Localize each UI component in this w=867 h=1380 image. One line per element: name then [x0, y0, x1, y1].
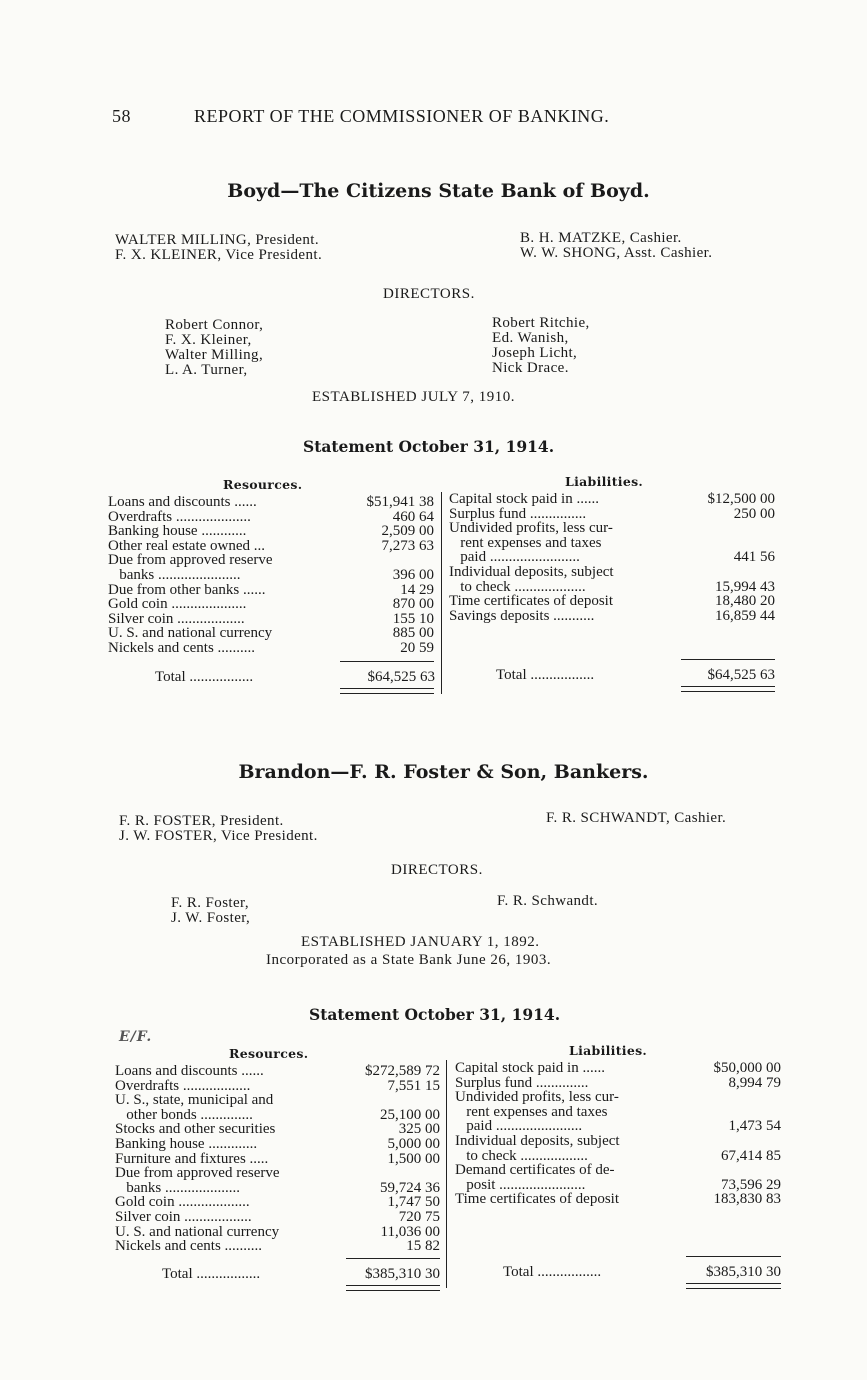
- column-divider: [446, 1060, 447, 1288]
- director-name: Joseph Licht,: [492, 345, 578, 361]
- row-amount: 1,747 50: [387, 1194, 440, 1211]
- total-amount: $64,525 63: [367, 669, 435, 685]
- resources-total-row: [155, 670, 435, 685]
- liability-row: [455, 1192, 781, 1207]
- officer-vice-president: J. W. FOSTER, Vice President.: [119, 828, 318, 844]
- total-rule: [686, 1256, 781, 1257]
- row-label: Gold coin ...................: [115, 1194, 250, 1211]
- row-label: Stocks and other securities: [115, 1121, 276, 1138]
- resource-row: [108, 597, 434, 612]
- row-amount: 5,000 00: [387, 1136, 440, 1152]
- statement-title: Statement October 31, 1914.: [303, 437, 555, 456]
- resource-row: [115, 1122, 440, 1137]
- director-name: F. R. Foster,: [171, 895, 249, 911]
- total-label: Total .................: [496, 667, 595, 683]
- liability-row: [449, 580, 775, 595]
- liability-row: [449, 536, 775, 551]
- liability-row: [455, 1119, 781, 1134]
- director-name: Nick Drace.: [492, 360, 569, 376]
- row-amount: 11,036 00: [380, 1223, 440, 1240]
- row-label: banks ......................: [108, 567, 241, 583]
- officer-cashier: B. H. MATZKE, Cashier.: [520, 230, 682, 246]
- row-amount: 7,273 63: [381, 537, 434, 554]
- resources-heading: Resources.: [229, 1046, 309, 1061]
- row-amount: 14 29: [400, 581, 434, 598]
- page-number: 58: [112, 106, 131, 126]
- total-rule: [346, 1258, 440, 1259]
- liability-row: [449, 609, 775, 624]
- row-amount: 20 59: [400, 640, 434, 656]
- liability-row: [455, 1163, 781, 1178]
- row-amount: 25,100 00: [380, 1106, 440, 1123]
- officer-vice-president: F. X. KLEINER, Vice President.: [115, 247, 323, 263]
- row-label: Nickels and cents ..........: [108, 640, 256, 656]
- resource-row: [115, 1225, 440, 1240]
- row-label: Loans and discounts ......: [115, 1063, 264, 1079]
- director-name: F. R. Schwandt.: [497, 893, 599, 909]
- liabilities-total-row: [496, 668, 775, 683]
- resource-row: [108, 612, 434, 627]
- officer-cashier: F. R. SCHWANDT, Cashier.: [546, 810, 727, 826]
- officer-president: WALTER MILLING, President.: [115, 232, 319, 248]
- liability-row: [455, 1061, 781, 1076]
- directors-heading: DIRECTORS.: [391, 862, 483, 878]
- resource-row: [108, 524, 434, 539]
- liabilities-heading: Liabilities.: [565, 474, 644, 489]
- row-amount: 18,480 20: [715, 593, 775, 610]
- row-label: to check ...................: [449, 578, 586, 595]
- row-amount: $51,941 38: [366, 494, 434, 510]
- row-label: other bonds ..............: [115, 1106, 253, 1123]
- row-label: Other real estate owned ...: [108, 537, 266, 554]
- total-label: Total .................: [162, 1266, 261, 1282]
- resource-row: [108, 641, 434, 656]
- row-label: U. S., state, municipal and: [115, 1092, 274, 1109]
- liabilities-total-row: [503, 1265, 781, 1280]
- row-amount: $272,589 72: [365, 1063, 440, 1079]
- row-amount: 325 00: [398, 1121, 440, 1138]
- row-label: Due from other banks ......: [108, 581, 266, 598]
- incorporated-date: Incorporated as a State Bank June 26, 1903.: [266, 952, 552, 968]
- liability-row: [455, 1178, 781, 1193]
- total-amount: $385,310 30: [365, 1266, 440, 1282]
- row-label: Individual deposits, subject: [455, 1133, 620, 1149]
- resource-row: [115, 1137, 440, 1152]
- row-label: Time certificates of deposit: [455, 1191, 619, 1208]
- row-amount: 441 56: [733, 549, 775, 566]
- resources-total-row: [162, 1267, 440, 1282]
- row-label: Surplus fund ..............: [455, 1074, 589, 1091]
- row-label: Capital stock paid in ......: [455, 1060, 605, 1076]
- double-rule: [340, 688, 434, 694]
- row-label: Surplus fund ...............: [449, 505, 587, 522]
- column-divider: [441, 492, 442, 694]
- liability-row: [455, 1134, 781, 1149]
- total-label: Total .................: [503, 1264, 602, 1280]
- liability-row: [455, 1090, 781, 1105]
- resource-row: [108, 583, 434, 598]
- row-amount: 885 00: [392, 625, 434, 642]
- resource-row: [108, 568, 434, 583]
- row-label: Silver coin ..................: [108, 610, 245, 627]
- resource-row: [115, 1152, 440, 1167]
- total-rule: [681, 659, 775, 660]
- director-name: L. A. Turner,: [165, 362, 248, 378]
- row-label: Overdrafts ....................: [108, 508, 251, 525]
- liability-row: [449, 565, 775, 580]
- row-label: Undivided profits, less cur-: [455, 1089, 619, 1106]
- running-head: REPORT OF THE COMMISSIONER OF BANKING.: [194, 106, 610, 126]
- liability-row: [455, 1105, 781, 1120]
- resource-row: [115, 1079, 440, 1094]
- double-rule: [681, 686, 775, 692]
- row-label: U. S. and national currency: [108, 625, 273, 642]
- row-label: Overdrafts ..................: [115, 1077, 251, 1094]
- director-name: Ed. Wanish,: [492, 330, 569, 346]
- row-amount: 2,509 00: [381, 523, 434, 540]
- resource-row: [115, 1093, 440, 1108]
- row-label: paid .......................: [455, 1118, 583, 1135]
- row-label: Undivided profits, less cur-: [449, 520, 613, 537]
- row-amount: 460 64: [392, 508, 434, 525]
- resource-row: [115, 1210, 440, 1225]
- bank-title: Brandon—F. R. Foster & Son, Bankers.: [238, 761, 649, 783]
- resource-row: [108, 539, 434, 554]
- resource-row: [115, 1239, 440, 1254]
- total-label: Total .................: [155, 669, 254, 685]
- row-amount: 720 75: [398, 1209, 440, 1225]
- liability-row: [449, 507, 775, 522]
- row-amount: 15,994 43: [715, 578, 775, 595]
- row-label: rent expenses and taxes: [455, 1103, 608, 1120]
- established-date: ESTABLISHED JANUARY 1, 1892.: [301, 934, 540, 950]
- row-label: to check ..................: [455, 1147, 588, 1164]
- row-label: Furniture and fixtures .....: [115, 1150, 269, 1167]
- row-amount: 155 10: [392, 610, 434, 627]
- officer-asst-cashier: W. W. SHONG, Asst. Cashier.: [520, 245, 713, 261]
- liabilities-heading: Liabilities.: [569, 1043, 648, 1058]
- director-name: Robert Connor,: [165, 317, 264, 333]
- established-date: ESTABLISHED JULY 7, 1910.: [312, 389, 515, 405]
- row-label: posit .......................: [455, 1176, 586, 1193]
- row-label: Demand certificates of de-: [455, 1162, 615, 1179]
- row-amount: 7,551 15: [387, 1077, 440, 1094]
- resource-row: [108, 553, 434, 568]
- row-label: banks ....................: [115, 1179, 240, 1196]
- row-label: Banking house .............: [115, 1136, 258, 1152]
- resource-row: [108, 510, 434, 525]
- resource-row: [108, 495, 434, 510]
- director-name: F. X. Kleiner,: [165, 332, 252, 348]
- row-label: Loans and discounts ......: [108, 494, 257, 510]
- row-amount: 8,994 79: [728, 1074, 781, 1091]
- bank-title: Boyd—The Citizens State Bank of Boyd.: [227, 180, 650, 202]
- row-label: paid ........................: [449, 549, 580, 566]
- row-label: Individual deposits, subject: [449, 564, 614, 580]
- total-rule: [340, 661, 434, 662]
- director-name: Walter Milling,: [165, 347, 264, 363]
- row-amount: 67,414 85: [721, 1147, 781, 1164]
- resource-row: [115, 1064, 440, 1079]
- row-amount: 250 00: [733, 505, 775, 522]
- row-label: Gold coin ....................: [108, 596, 247, 613]
- statement-title: Statement October 31, 1914.: [309, 1005, 561, 1024]
- row-label: Banking house ............: [108, 523, 247, 540]
- resource-row: [115, 1181, 440, 1196]
- row-amount: 73,596 29: [721, 1176, 781, 1193]
- liability-row: [449, 550, 775, 565]
- director-name: J. W. Foster,: [171, 910, 251, 926]
- row-amount: 183,830 83: [713, 1191, 781, 1208]
- resource-row: [108, 626, 434, 641]
- row-amount: 15 82: [406, 1238, 440, 1255]
- total-amount: $64,525 63: [707, 667, 775, 683]
- row-amount: 870 00: [392, 596, 434, 613]
- row-label: Due from approved reserve: [108, 552, 273, 569]
- row-label: Savings deposits ...........: [449, 607, 595, 624]
- liability-row: [455, 1076, 781, 1091]
- row-label: Silver coin ..................: [115, 1209, 252, 1225]
- row-amount: 59,724 36: [380, 1179, 440, 1196]
- row-amount: 1,500 00: [387, 1150, 440, 1167]
- double-rule: [346, 1285, 440, 1291]
- liability-row: [449, 594, 775, 609]
- row-label: rent expenses and taxes: [449, 534, 602, 551]
- officer-president: F. R. FOSTER, President.: [119, 813, 284, 829]
- row-amount: 16,859 44: [715, 607, 775, 624]
- total-amount: $385,310 30: [706, 1264, 781, 1280]
- row-label: Time certificates of deposit: [449, 593, 613, 610]
- double-rule: [686, 1283, 781, 1289]
- liability-row: [449, 521, 775, 536]
- row-amount: $12,500 00: [707, 491, 775, 507]
- row-label: Capital stock paid in ......: [449, 491, 599, 507]
- row-label: Nickels and cents ..........: [115, 1238, 263, 1255]
- resource-row: [115, 1166, 440, 1181]
- row-amount: 396 00: [392, 567, 434, 583]
- resource-row: [115, 1195, 440, 1210]
- row-amount: $50,000 00: [713, 1060, 781, 1076]
- ink-stamp: E/F.: [119, 1029, 153, 1045]
- row-amount: 1,473 54: [728, 1118, 781, 1135]
- liability-row: [449, 492, 775, 507]
- resources-heading: Resources.: [223, 477, 303, 492]
- row-label: Due from approved reserve: [115, 1165, 280, 1182]
- resource-row: [115, 1108, 440, 1123]
- director-name: Robert Ritchie,: [492, 315, 590, 331]
- liability-row: [455, 1149, 781, 1164]
- directors-heading: DIRECTORS.: [383, 286, 475, 302]
- row-label: U. S. and national currency: [115, 1223, 280, 1240]
